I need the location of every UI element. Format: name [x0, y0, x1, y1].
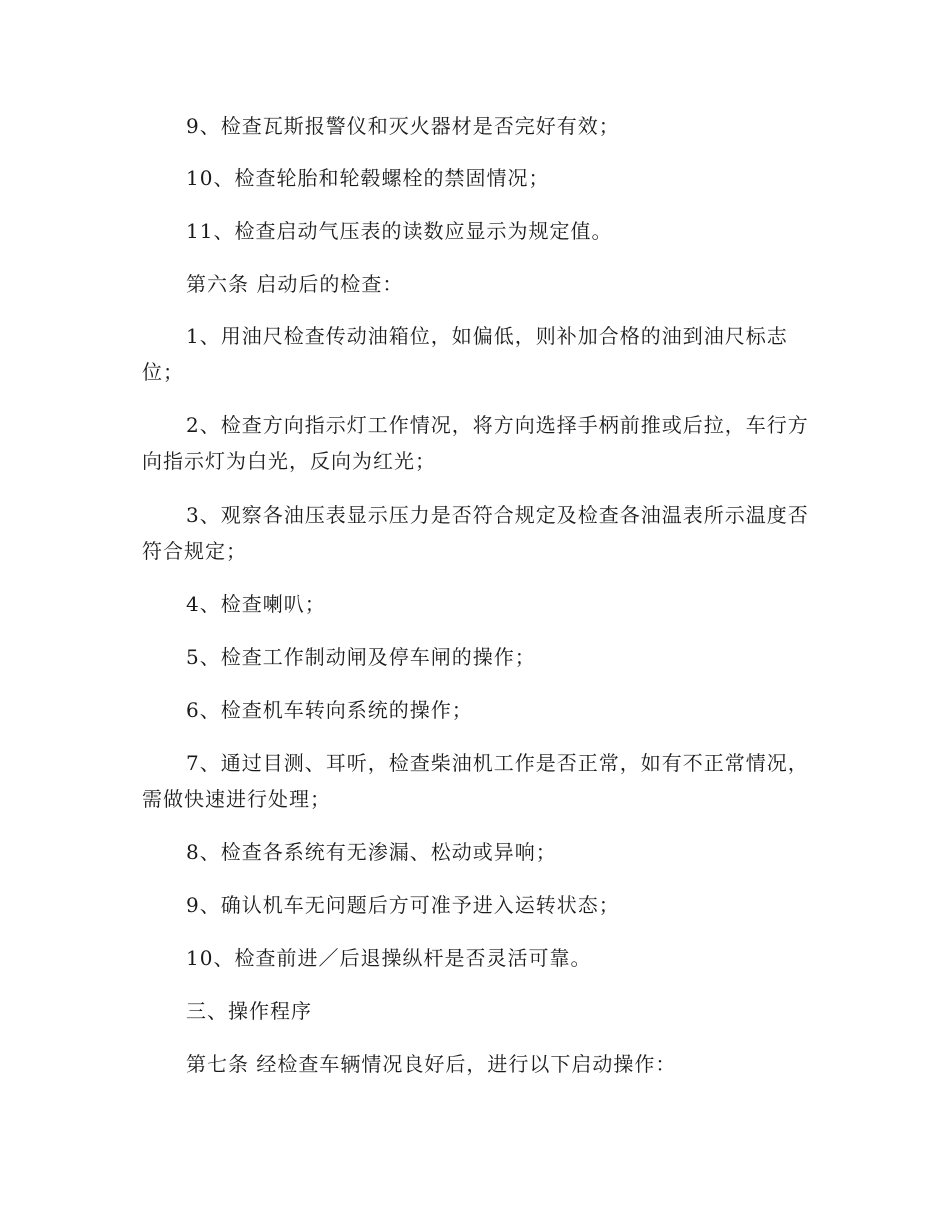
paragraph-item-8-leaks: 8、检查各系统有无渗漏、松动或异响； — [186, 840, 557, 864]
paragraph-item-9-confirm-run: 9、确认机车无问题后方可准予进入运转状态； — [186, 893, 620, 917]
paragraph-item-5-brakes: 5、检查工作制动闸及停车闸的操作； — [186, 645, 536, 669]
article-7-heading: 第七条 经检查车辆情况良好后，进行以下启动操作： — [186, 1052, 677, 1076]
paragraph-item-6-steering: 6、检查机车转向系统的操作； — [186, 698, 473, 722]
paragraph-item-1-oil-level: 1、用油尺检查传动油箱位，如偏低，则补加合格的油到油尺标志位； — [142, 324, 788, 384]
paragraph-item-7-engine-check: 7、通过目测、耳听，检查柴油机工作是否正常，如有不正常情况，需做快速进行处理； — [142, 751, 809, 811]
paragraph-item-11-pressure-gauge: 11、检查启动气压表的读数应显示为规定值。 — [186, 219, 613, 243]
paragraph-item-10-tire-bolts: 10、检查轮胎和轮毂螺栓的禁固情况； — [186, 166, 550, 190]
section-3-heading: 三、操作程序 — [186, 999, 312, 1023]
paragraph-item-9-gas-alarm: 9、检查瓦斯报警仪和灭火器材是否完好有效； — [186, 114, 620, 138]
paragraph-item-2-direction-lamp: 2、检查方向指示灯工作情况，将方向选择手柄前推或后拉，车行方向指示灯为白光，反向为红光； — [142, 413, 809, 473]
paragraph-item-3-oil-pressure: 3、观察各油压表显示压力是否符合规定及检查各油温表所示温度否符合规定； — [142, 503, 809, 563]
paragraph-item-10-lever: 10、检查前进／后退操纵杆是否灵活可靠。 — [186, 946, 592, 970]
article-6-heading: 第六条 启动后的检查： — [186, 272, 404, 296]
paragraph-item-4-horn: 4、检查喇叭； — [186, 592, 326, 616]
